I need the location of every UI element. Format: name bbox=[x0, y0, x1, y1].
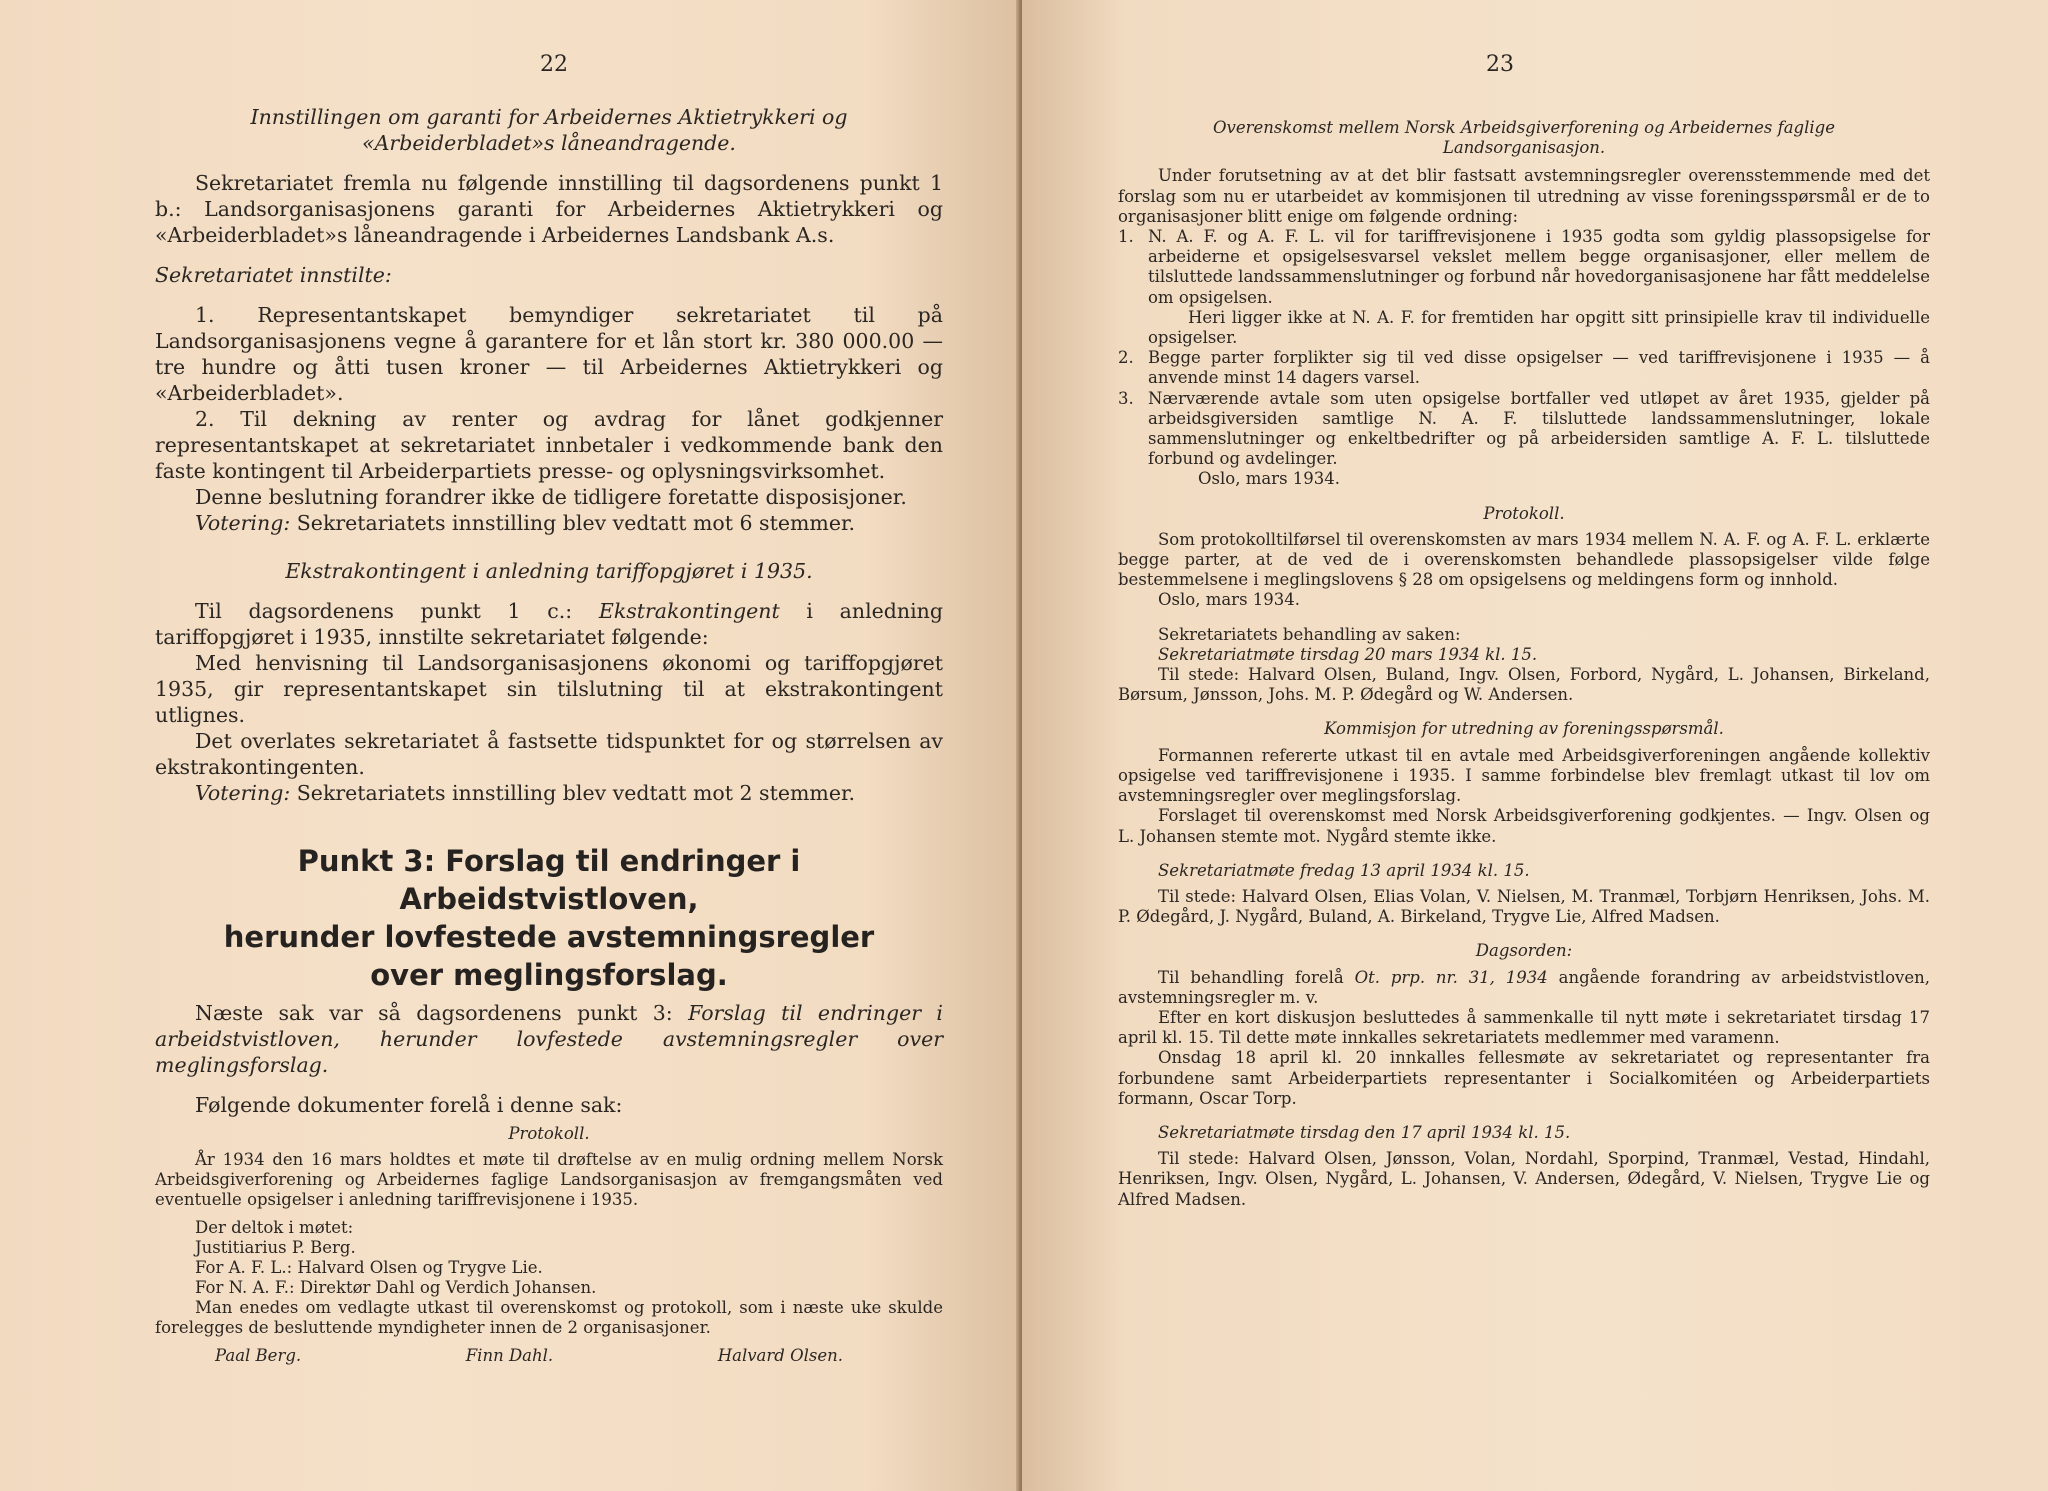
text-span: Til behandling forelå bbox=[1158, 967, 1344, 987]
paragraph: Denne beslutning forandrer ikke de tidligere foretatte disposisjoner. bbox=[195, 485, 907, 509]
item-number: 2. bbox=[1118, 348, 1134, 368]
text-span: angående forandring av arbeidstvistloven, avstemningsregler m. v. bbox=[1118, 967, 1931, 1007]
text-span: Til dagsordenens punkt 1 c.: bbox=[195, 599, 573, 623]
text-span: Ekstrakontingent bbox=[598, 599, 780, 623]
text-span: Ot. prp. nr. 31, 1934 bbox=[1354, 967, 1548, 987]
paragraph: For A. F. L.: Halvard Olsen og Trygve Lie. bbox=[195, 1258, 543, 1277]
vote-label: Votering: bbox=[195, 511, 291, 535]
paragraph: Justitiarius P. Berg. bbox=[195, 1238, 356, 1257]
section-title: Landsorganisasjon. bbox=[1442, 138, 1606, 158]
paragraph: Med henvisning til Landsorganisasjonens økonomi og tariffopgjøret 1935, gir representantskapet sin tilslutning til at ekstrakontingent utlignes. bbox=[155, 651, 943, 727]
section-title: Protokoll. bbox=[1483, 503, 1565, 523]
numbered-item bbox=[1118, 348, 1930, 388]
paragraph: Onsdag 18 april kl. 20 innkalles fellesmøte av sekretariatet og representanter fra forbundene samt Arbeiderpartiets representanter i Socialkomitéen og Arbeiderpartiets formann, Oscar Torp. bbox=[1118, 1048, 1930, 1108]
signature: Paal Berg. bbox=[215, 1346, 302, 1365]
paragraph: Sekretariatet innstilte: bbox=[155, 263, 392, 287]
paragraph: For N. A. F.: Direktør Dahl og Verdich Johansen. bbox=[195, 1278, 597, 1297]
meeting-title: Sekretariatmøte tirsdag den 17 april 1934 kl. 15. bbox=[1158, 1122, 1571, 1142]
signatures bbox=[155, 1346, 943, 1366]
paragraph: Følgende dokumenter forelå i denne sak: bbox=[195, 1093, 623, 1117]
paragraph bbox=[155, 598, 943, 650]
paragraph bbox=[1118, 968, 1930, 1008]
paragraph: 1. Representantskapet bemyndiger sekretariatet til på Landsorganisasjonens vegne å garantere for et lån stort kr. 380 000.00 — tre hundre og åtti tusen kroner — til Arbeidernes Aktietrykkeri og «Arbeiderbladet». bbox=[155, 303, 943, 405]
item-text: Nærværende avtale som uten opsigelse bortfaller ved utløpet av året 1935, gjelder på arbeidsgiversiden samtlige N. A. F. tilsluttede landssammenslutninger, lokale sammenslutninger og enkeltbedrifter og på arbeidersiden samtlige A. F. L. tilsluttede forbund og avdelinger. bbox=[1148, 388, 1930, 469]
right-column bbox=[1118, 118, 1930, 1210]
page-number-right: 23 bbox=[1486, 52, 1514, 77]
signature: Finn Dahl. bbox=[465, 1346, 554, 1365]
vote-text: Sekretariatets innstilling blev vedtatt mot 2 stemmer. bbox=[296, 781, 856, 805]
paragraph: Under forutsetning av at det blir fastsatt avstemningsregler overensstemmende med det forslag som nu er utarbeidet av kommisjonen til utredning av visse foreningsspørsmål er de to organisasjoner blitt enige om følgende ordning: bbox=[1118, 166, 1930, 226]
section-title: Dagsorden: bbox=[1475, 941, 1573, 961]
section-title: Ekstrakontingent i anledning tariffopgjøret i 1935. bbox=[285, 559, 813, 583]
paragraph: Forslaget til overenskomst med Norsk Arbeidsgiverforening godkjentes. — Ingv. Olsen og L. Johansen stemte mot. Nygård stemte ikke. bbox=[1118, 806, 1930, 846]
section-title: Overenskomst mellem Norsk Arbeidsgiverforening og Arbeidernes faglige bbox=[1212, 118, 1835, 137]
paragraph: Til stede: Halvard Olsen, Jønsson, Volan, Nordahl, Sporpind, Tranmæl, Vestad, Hindahl, Henriksen, Ingv. Olsen, Nygård, L. Johansen, V. Andersen, Ødegård, V. Nielsen, Trygve Lie og Alfred Madsen. bbox=[1118, 1149, 1930, 1209]
date-line: Oslo, mars 1934. bbox=[1198, 469, 1341, 489]
text-span: Næste sak var så dagsordenens punkt 3: bbox=[195, 1001, 673, 1025]
item-text: Heri ligger ikke at N. A. F. for fremtiden har opgitt sitt prinsipielle krav til individuelle opsigelser. bbox=[1148, 307, 1930, 348]
paragraph: 2. Til dekning av renter og avdrag for lånet godkjenner representantskapet at sekretariatet innbetaler i vedkommende bank den faste kontingent til Arbeiderpartiets presse- og oplysningsvirksomhet. bbox=[155, 407, 943, 483]
item-text: N. A. F. og A. F. L. vil for tariffrevisjonene i 1935 godta som gyldig plassopsigelse for arbeiderne et opsigelsesvarsel vekslet mellem begge organisasjoner, eller mellem de tilsluttede landssammenslutninger og forbund når hovedorganisasjonene har fått meddelelse om opsigelsen. bbox=[1148, 227, 1930, 307]
vote-text: Sekretariatets innstilling blev vedtatt mot 6 stemmer. bbox=[296, 511, 856, 535]
paragraph: Efter en kort diskusjon besluttedes å sammenkalle til nytt møte i sekretariatet tirsdag 17 april kl. 15. Til dette møte innkalles sekretariatets medlemmer med varamenn. bbox=[1118, 1007, 1930, 1048]
numbered-item bbox=[1118, 227, 1930, 348]
item-number: 1. bbox=[1118, 227, 1134, 247]
vote-line bbox=[155, 780, 943, 806]
paragraph: Det overlates sekretariatet å fastsette tidspunktet for og størrelsen av ekstrakontingenten. bbox=[155, 729, 943, 779]
text-span: Forslag til endringer i arbeidstvistloven, herunder lovfestede avstemningsregler over meglingsforslag. bbox=[155, 1001, 943, 1077]
vote-label: Votering: bbox=[195, 781, 291, 805]
heading-line: herunder lovfestede avstemningsregler bbox=[223, 920, 875, 954]
left-page bbox=[0, 0, 1020, 1491]
item-number: 3. bbox=[1118, 388, 1134, 408]
section-title: Innstillingen om garanti for Arbeidernes Aktietrykkeri og bbox=[250, 105, 848, 129]
paragraph: Til stede: Halvard Olsen, Buland, Ingv. Olsen, Forbord, Nygård, L. Johansen, Birkeland, Børsum, Jønsson, Johs. M. P. Ødegård og W. Andersen. bbox=[1118, 665, 1930, 705]
subsection-title: Protokoll. bbox=[508, 1124, 590, 1143]
heading-line: over meglingsforslag. bbox=[370, 958, 728, 992]
vote-line bbox=[155, 510, 943, 536]
heading-line: Punkt 3: Forslag til endringer i Arbeidstvistloven, bbox=[297, 844, 801, 916]
paragraph: Man enedes om vedlagte utkast til overenskomst og protokoll, som i næste uke skulde forelegges de besluttende myndigheter innen de 2 organisasjoner. bbox=[155, 1298, 943, 1337]
date-line: Oslo, mars 1934. bbox=[1158, 590, 1301, 610]
page-number-left: 22 bbox=[540, 52, 568, 77]
right-page bbox=[1022, 0, 2048, 1491]
paragraph: Sekretariatets behandling av saken: bbox=[1158, 624, 1461, 644]
paragraph: Der deltok i møtet: bbox=[195, 1218, 354, 1237]
section-heading bbox=[155, 842, 943, 994]
numbered-item bbox=[1118, 389, 1930, 470]
paragraph: År 1934 den 16 mars holdtes et møte til drøftelse av en mulig ordning mellem Norsk Arbeidsgiverforening og Arbeidernes faglige Landsorganisasjon av fremgangsmåten ved eventuelle opsigelser i anledning tariffrevisjonene i 1935. bbox=[155, 1150, 943, 1209]
item-text: Begge parter forplikter sig til ved disse opsigelser — ved tariffrevisjonene i 1935 — å anvende minst 14 dagers varsel. bbox=[1148, 348, 1930, 388]
meeting-title: Sekretariatmøte fredag 13 april 1934 kl. 15. bbox=[1158, 860, 1530, 880]
meeting-title: Sekretariatmøte tirsdag 20 mars 1934 kl. 15. bbox=[1158, 644, 1538, 664]
paragraph: Til stede: Halvard Olsen, Elias Volan, V. Nielsen, M. Tranmæl, Torbjørn Henriksen, Johs. M. P. Ødegård, J. Nygård, Buland, A. Birkeland, Trygve Lie, Alfred Madsen. bbox=[1118, 886, 1930, 927]
paragraph: Som protokolltilførsel til overenskomsten av mars 1934 mellem N. A. F. og A. F. L. erklærte begge parter, at de ved de i overenskomsten behandlede plassopsigelser vilde følge bestemmelsene i meglingslovens § 28 om opsigelsens og meldingens form og innhold. bbox=[1118, 529, 1930, 590]
section-title: «Arbeiderbladet»s låneandragende. bbox=[362, 131, 736, 155]
paragraph: Sekretariatet fremla nu følgende innstilling til dagsordenens punkt 1 b.: Landsorganisasjonens garanti for Arbeidernes Aktietrykkeri og «Arbeiderbladet»s låneandragende i Arbeidernes Landsbank A.s. bbox=[155, 171, 943, 247]
section-title: Kommisjon for utredning av foreningsspørsmål. bbox=[1324, 719, 1724, 739]
paragraph: Formannen refererte utkast til en avtale med Arbeidsgiverforeningen angående kollektiv opsigelse ved tariffrevisjonene i 1935. I samme forbindelse blev fremlagt utkast til lov om avstemningsregler over meglingsforslag. bbox=[1118, 745, 1930, 806]
text-span: i anledning tariffopgjøret i 1935, innstilte sekretariatet følgende: bbox=[155, 599, 943, 649]
paragraph bbox=[155, 1000, 943, 1078]
signature: Halvard Olsen. bbox=[717, 1346, 843, 1365]
left-column bbox=[155, 104, 943, 1366]
